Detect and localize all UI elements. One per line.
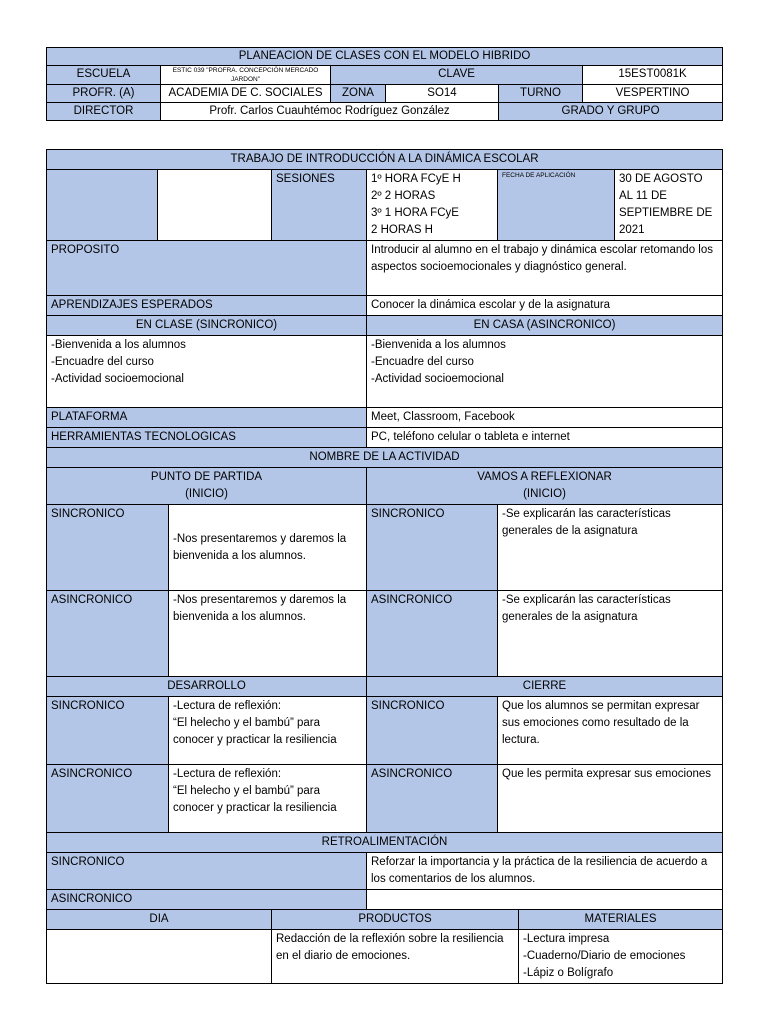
- escuela-label: ESCUELA: [47, 66, 161, 85]
- profr-value: ACADEMIA DE C. SOCIALES: [161, 85, 331, 103]
- cierre-asincronico-label: ASINCRONICO: [367, 765, 498, 833]
- en-casa-value: -Bienvenida a los alumnos -Encuadre del curso -Actividad socioemocional: [367, 336, 723, 408]
- desarrollo-label: DESARROLLO: [47, 677, 367, 697]
- cierre-sincronico-text: Que los alumnos se permitan expresar sus emociones como resultado de la lectura.: [498, 697, 723, 765]
- reflex-asincronico-label: ASINCRONICO: [367, 591, 498, 677]
- aprendizajes-label: APRENDIZAJES ESPERADOS: [47, 296, 367, 316]
- director-label: DIRECTOR: [47, 103, 161, 121]
- inicio-sincronico-label: SINCRONICO: [47, 505, 169, 591]
- nombre-actividad-label: NOMBRE DE LA ACTIVIDAD: [47, 448, 723, 468]
- inicio-asincronico-label: ASINCRONICO: [47, 591, 169, 677]
- punto-partida-label: PUNTO DE PARTIDA (INICIO): [47, 468, 367, 505]
- inicio-sincronico-text: -Nos presentaremos y daremos la bienvenida a los alumnos.: [169, 505, 367, 591]
- turno-value: VESPERTINO: [583, 85, 723, 103]
- dia-label: DIA: [47, 910, 272, 930]
- dia-value: [47, 930, 272, 984]
- grado-grupo-label: GRADO Y GRUPO: [499, 103, 723, 121]
- zona-value: SO14: [386, 85, 499, 103]
- plan-title: TRABAJO DE INTRODUCCIÓN A LA DINÁMICA ESCOLAR: [47, 150, 723, 170]
- herramientas-value: PC, teléfono celular o tableta e internet: [367, 428, 723, 448]
- escuela-value: ESTIC 039 "PROFRA. CONCEPCIÓN MERCADO JARDON": [161, 66, 331, 85]
- fecha-aplicacion-label: FECHA DE APLICACIÓN: [498, 170, 615, 241]
- desarrollo-sincronico-label: SINCRONICO: [47, 697, 169, 765]
- cierre-sincronico-label: SINCRONICO: [367, 697, 498, 765]
- inicio-asincronico-text: -Nos presentaremos y daremos la bienvenida a los alumnos.: [169, 591, 367, 677]
- header-title: PLANEACION DE CLASES CON EL MODELO HIBRIDO: [47, 48, 723, 66]
- desarrollo-sincronico-text: -Lectura de reflexión: “El helecho y el bambú” para conocer y practicar la resiliencia: [169, 697, 367, 765]
- plan-table: [46, 149, 723, 984]
- en-clase-label: EN CLASE (SINCRONICO): [47, 316, 367, 336]
- en-casa-label: EN CASA (ASINCRONICO): [367, 316, 723, 336]
- desarrollo-asincronico-label: ASINCRONICO: [47, 765, 169, 833]
- desarrollo-asincronico-text: -Lectura de reflexión: “El helecho y el bambú” para conocer y practicar la resiliencia: [169, 765, 367, 833]
- blank-cell-1: [47, 170, 158, 241]
- turno-label: TURNO: [499, 85, 583, 103]
- clave-value: 15EST0081K: [583, 66, 723, 85]
- en-clase-value: -Bienvenida a los alumnos -Encuadre del curso -Actividad socioemocional: [47, 336, 367, 408]
- retro-sincronico-text: Reforzar la importancia y la práctica de la resiliencia de acuerdo a los comentarios de los alumnos.: [367, 853, 723, 890]
- director-value: Profr. Carlos Cuauhtémoc Rodríguez González: [161, 103, 499, 121]
- productos-label: PRODUCTOS: [272, 910, 519, 930]
- profr-label: PROFR. (A): [47, 85, 161, 103]
- proposito-label: PROPOSITO: [47, 241, 367, 296]
- reflex-sincronico-text: -Se explicarán las características generales de la asignatura: [498, 505, 723, 591]
- cierre-label: CIERRE: [367, 677, 723, 697]
- reflex-asincronico-text: -Se explicarán las características generales de la asignatura: [498, 591, 723, 677]
- plataforma-label: PLATAFORMA: [47, 408, 367, 428]
- proposito-value: Introducir al alumno en el trabajo y dinámica escolar retomando los aspectos socioemocionales y diagnóstico general.: [367, 241, 723, 296]
- retro-asincronico-label: ASINCRONICO: [47, 890, 367, 910]
- zona-label: ZONA: [331, 85, 386, 103]
- materiales-label: MATERIALES: [519, 910, 723, 930]
- productos-value: Redacción de la reflexión sobre la resiliencia en el diario de emociones.: [272, 930, 519, 984]
- herramientas-label: HERRAMIENTAS TECNOLOGICAS: [47, 428, 367, 448]
- cierre-asincronico-text: Que les permita expresar sus emociones: [498, 765, 723, 833]
- retro-sincronico-label: SINCRONICO: [47, 853, 367, 890]
- clave-label: CLAVE: [331, 66, 583, 85]
- materiales-value: -Lectura impresa -Cuaderno/Diario de emociones -Lápiz o Bolígrafo: [519, 930, 723, 984]
- reflex-sincronico-label: SINCRONICO: [367, 505, 498, 591]
- blank-cell-2: [158, 170, 272, 241]
- retro-asincronico-text: [367, 890, 723, 910]
- retroalimentacion-label: RETROALIMENTACIÓN: [47, 833, 723, 853]
- fecha-aplicacion-value: 30 DE AGOSTO AL 11 DE SEPTIEMBRE DE 2021: [615, 170, 723, 241]
- header-table: [46, 47, 723, 121]
- aprendizajes-value: Conocer la dinámica escolar y de la asignatura: [367, 296, 723, 316]
- sesiones-label: SESIONES: [272, 170, 367, 241]
- plataforma-value: Meet, Classroom, Facebook: [367, 408, 723, 428]
- sesiones-value: 1º HORA FCyE H 2º 2 HORAS 3º 1 HORA FCyE 2 HORAS H: [367, 170, 498, 241]
- vamos-reflexionar-label: VAMOS A REFLEXIONAR (INICIO): [367, 468, 723, 505]
